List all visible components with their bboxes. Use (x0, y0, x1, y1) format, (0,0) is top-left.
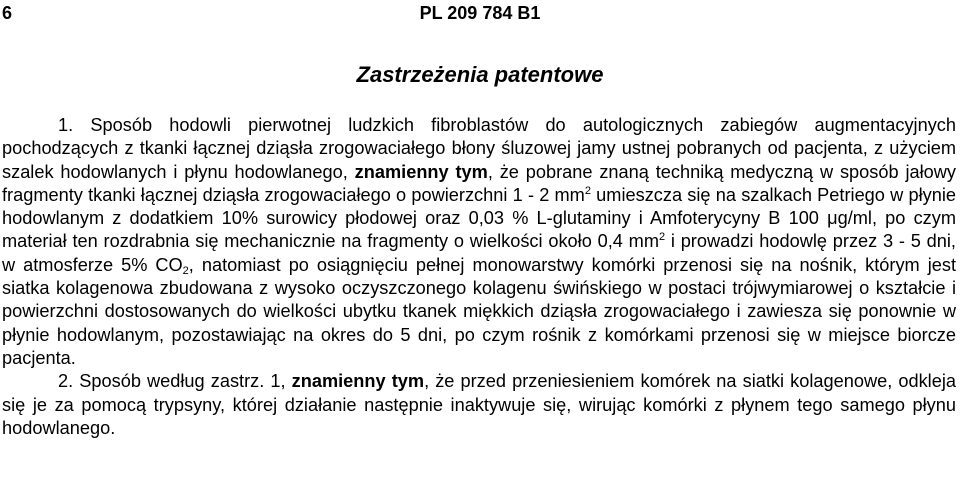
claim-keyword: znamienny tym (354, 161, 488, 182)
claim-text: , że przed przeniesieniem komórek na siatki kolagenowe, odkleja się je za pomocą trypsyny, której działanie następnie inaktywuje się, wirując komórki z płynem tego samego płynu hodowlanego. (2, 371, 956, 438)
claims-body (2, 114, 956, 440)
page-number: 6 (2, 3, 13, 23)
claim-1 (2, 114, 956, 370)
superscript: 2 (584, 184, 591, 197)
claim-text: , że pobrane znaną techniką medyczną w sposób jałowy fragmenty tkanki łącznej dziąsła zrogowaciałego o powierzchni 1 - 2 mm (2, 161, 956, 205)
claim-text: , natomiast po osiągnięciu pełnej monowarstwy komórki przenosi się na nośnik, którym jest siatka kolagenowa zbudowana z wysoko oczyszczonego kolagenu świńskiego w postaci trójwymiarowej o kształcie i powierzchni dostosowanych do wielkości ubytku tkanek miękkich dziąsła zrogowaciałego i zawiesza się ponownie w płynie hodowlanym, pozostawiając na okres do 5 dni, po czym rośnik z komórkami przenosi się w miejsce biorcze pacjenta. (2, 254, 957, 368)
claim-2 (2, 370, 956, 440)
superscript: 2 (658, 231, 666, 244)
section-title: Zastrzeżenia patentowe (356, 62, 604, 87)
claim-text: 2. Sposób według zastrz. 1, (58, 371, 292, 392)
claim-text: 1. Sposób hodowli pierwotnej ludzkich fibroblastów do autologicznych zabiegów augmentacyjnych pochodzących z tkanki łącznej dziąsła zrogowaciałego błony śluzowej jamy ustnej pobranych od pacjenta, z użyciem szalek hodowlanych i płynu hodowlanego, (2, 115, 956, 182)
subscript: 2 (182, 264, 189, 277)
claim-text: i prowadzi hodowlę przez 3 - 5 dni, w atmosferze 5% CO (2, 231, 956, 275)
claim-keyword: znamienny tym (291, 371, 425, 392)
patent-number: PL 209 784 B1 (419, 3, 541, 23)
claim-text: umieszcza się na szalkach Petriego w płynie hodowlanym z dodatkiem 10% surowicy płodowej oraz 0,03 % L-glutaminy i Amfoterycyny B 100 μg/ml, po czym materiał ten rozdrabnia się mechanicznie na fragmenty o wielkości około 0,4 mm (2, 184, 956, 252)
